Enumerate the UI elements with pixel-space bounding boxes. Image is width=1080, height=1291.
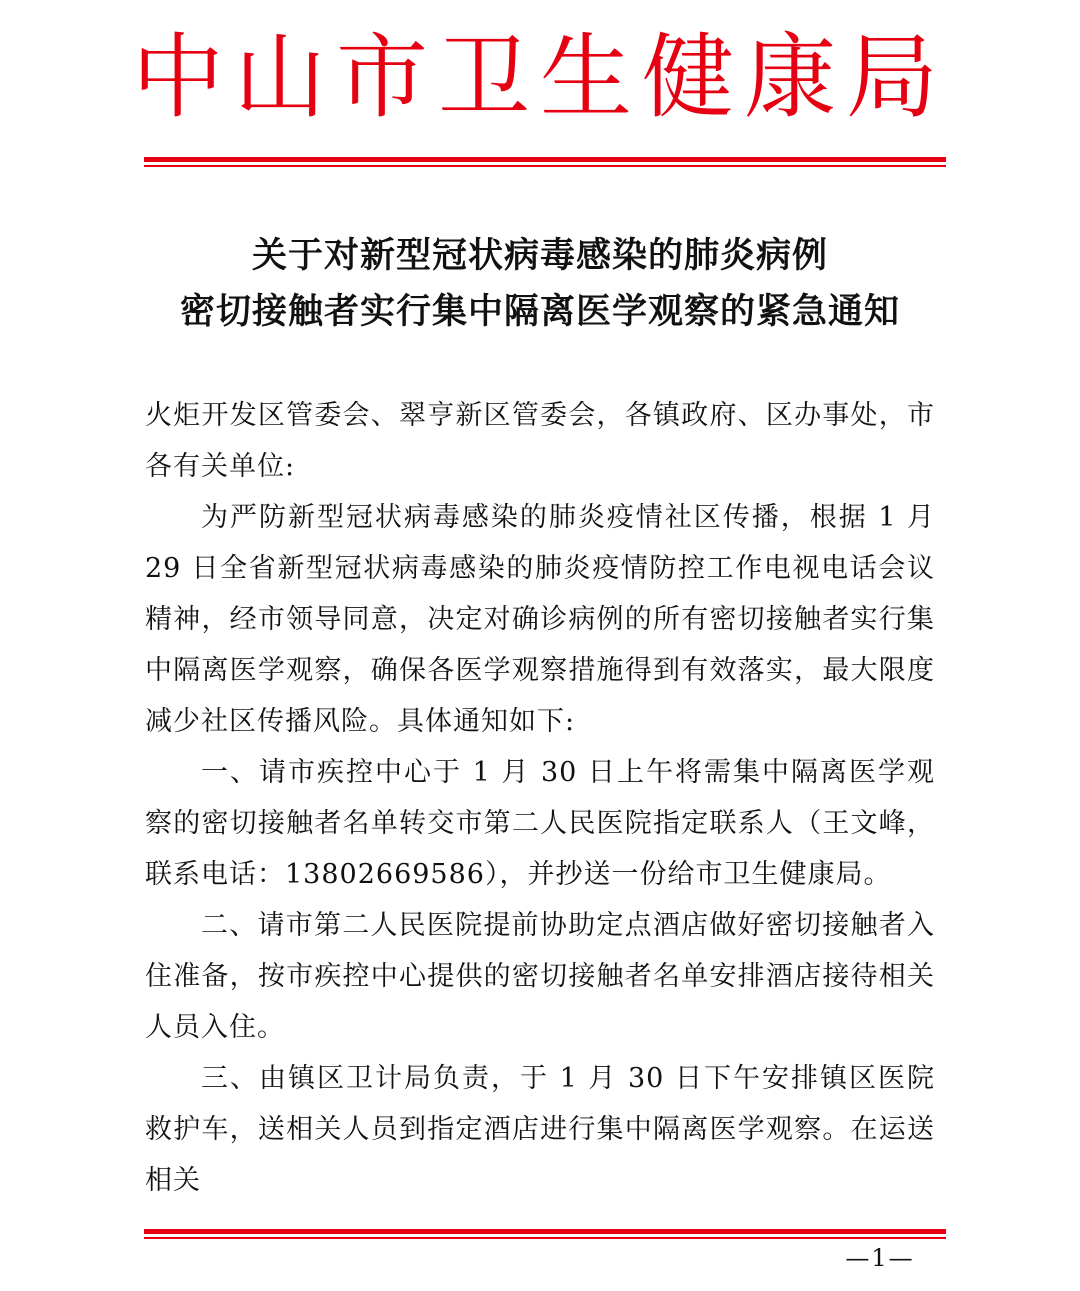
notice-body	[145, 390, 935, 1206]
header-rule-thick-line	[144, 157, 946, 162]
item-2-paragraph: 二、请市第二人民医院提前协助定点酒店做好密切接触者入住准备，按市疾控中心提供的密切接触者名单安排酒店接待相关人员入住。	[145, 910, 935, 1043]
footer-rule-thin-line	[144, 1237, 946, 1239]
notice-title-line-2: 密切接触者实行集中隔离医学观察的紧急通知	[179, 292, 900, 332]
item-1-paragraph: 一、请市疾控中心于 1 月 30 日上午将需集中隔离医学观察的密切接触者名单转交市第二人民医院指定联系人（王文峰，联系电话：13802669586），并抄送一份给市卫生健康局。	[145, 757, 935, 890]
footer-red-rule	[144, 1229, 946, 1239]
intro-paragraph: 为严防新型冠状病毒感染的肺炎疫情社区传播，根据 1 月 29 日全省新型冠状病毒感染的肺炎疫情防控工作电视电话会议精神，经市领导同意，决定对确诊病例的所有密切接触者实行集中隔离医学观察，确保各医学观察措施得到有效落实，最大限度减少社区传播风险。具体通知如下:	[145, 502, 935, 737]
agency-header-title: 中山市卫生健康局	[131, 24, 948, 131]
item-3-paragraph: 三、由镇区卫计局负责，于 1 月 30 日下午安排镇区医院救护车，送相关人员到指定酒店进行集中隔离医学观察。在运送相关	[145, 1063, 935, 1196]
notice-title-line-1: 关于对新型冠状病毒感染的肺炎病例	[251, 236, 828, 276]
header-red-rule	[144, 157, 946, 167]
footer-rule-thick-line	[144, 1229, 946, 1234]
page-number: —1—	[845, 1244, 915, 1272]
header-rule-thin-line	[144, 165, 946, 167]
addressee-paragraph: 火炬开发区管委会、翠亨新区管委会，各镇政府、区办事处，市各有关单位:	[145, 400, 935, 482]
